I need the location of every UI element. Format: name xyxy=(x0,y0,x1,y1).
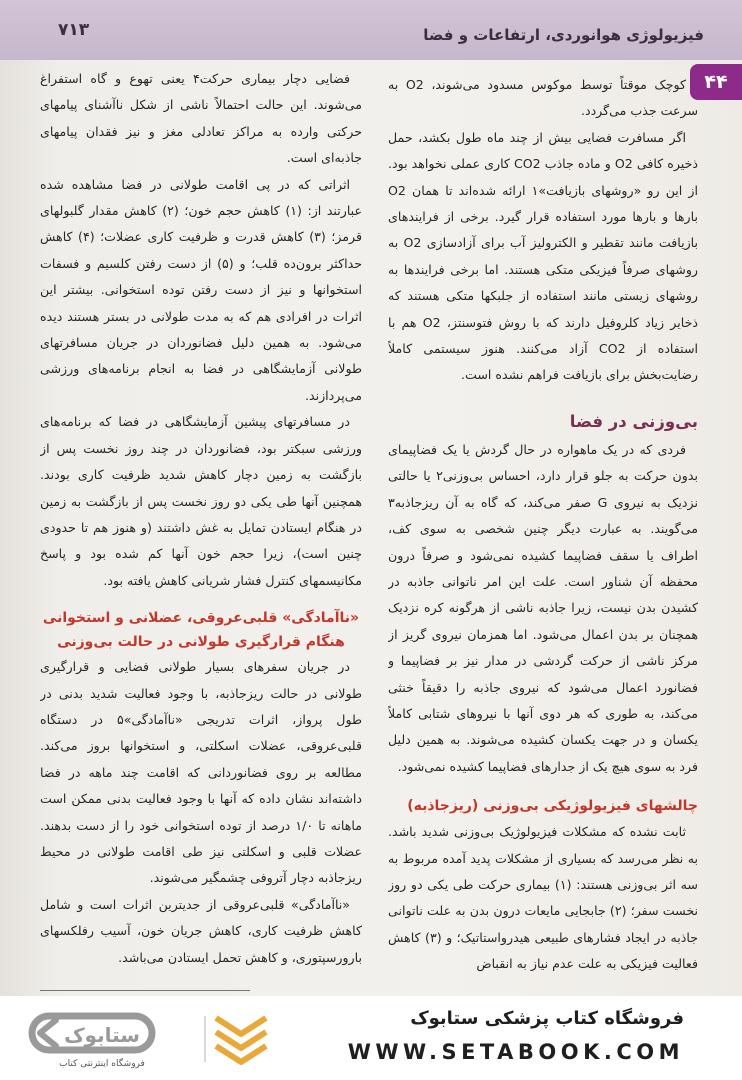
paragraph: در مسافرتهای پیشین آزمایشگاهی در فضا که برنامه‌های ورزشی سبکتر بود، فضانوردان در چند روز نخست پس از بازگشت به زمین دچار کاهش شدید ظرفیت کاری بودند. همچنین آنها طی یکی دو روز نخست پس از بازگشت به زمین در هنگام ایستادن تمایل به غش داشتند (و هنوز هم تا حدودی چنین است)، زیرا حجم خون آنها کم شده بود و پاسخ مکانیسمهای کنترل فشار شریانی کاهش یافته بود. xyxy=(40,414,362,588)
page-number: ۷۱۳ xyxy=(58,20,90,40)
footnote-divider xyxy=(40,990,250,991)
store-name: فروشگاه کتاب پزشکی ستابوک xyxy=(410,1008,684,1029)
right-column xyxy=(388,72,698,996)
divider xyxy=(204,1016,206,1062)
store-url[interactable]: WWW.SETABOOK.COM xyxy=(347,1040,684,1064)
logo-subtitle: فروشگاه اینترنتی کتاب xyxy=(59,1059,145,1069)
paragraph: فردی که در یک ماهواره در حال گردش یا یک فضاپیمای بدون حرکت به جلو قرار دارد، احساس بی‌وزنی۲ یا حالتی نزدیک به نیروی G صفر می‌کند، که گاه به آن ریزجاذبه۳ می‌گویند. به عبارت دیگر چنین شخصی به سوی کف، اطراف یا سقف فضاپیما کشیده نمی‌شود و صرفاً درون محفظه آن شناور است. علت این امر ناتوانی جاذبه در کشیدن بدن نیست، زیرا جاذبه ناشی از هرگونه کره نزدیک همچنان بر بدن اعمال می‌شود. اما همزمان نیروی گریز از مرکز ناشی از حرکت گردشی در مدار نیز بر فضاپیما و فضانورد اعمال می‌شود که نیروی جاذبه را دقیقاً خنثی می‌کند، به طوری که هر دوی آنها با نیروهای شتابی کاملاً یکسان و در جهت یکسان کشیده می‌شوند. به همین دلیل فرد به سوی هیچ یک از جدارهای فضاپیما کشیده نمی‌شود. xyxy=(388,441,698,774)
section-heading: بی‌وزنی در فضا xyxy=(569,411,698,431)
subsection-heading: «ناآمادگی» قلبی‌عروقی، عضلانی و استخوانی هنگام قرارگیری طولانی در حالت بی‌وزنی xyxy=(42,610,360,651)
store-banner xyxy=(0,996,742,1080)
page-header xyxy=(0,0,742,60)
logo-text: ستابوک xyxy=(64,1023,140,1047)
book-chevron-icon xyxy=(212,1012,270,1068)
paragraph: «ناآمادگی» قلبی‌عروقی از جدیترین اثرات است و شامل کاهش ظرفیت کاری، کاهش جریان خون، آسیب رفلکسهای بارورسپتوری، و کاهش تحمل ایستادن می‌باشد. xyxy=(40,896,362,965)
paragraph: در جریان سفرهای بسیار طولانی فضایی و قرارگیری طولانی در حالت ریزجاذبه، با وجود فعالیت شدید بدنی در طول پرواز، اثرات تدریجی «ناآمادگی»۵ در دستگاه قلبی‌عروقی، عضلات اسکلتی، و استخوانها بروز می‌کند. مطالعه بر روی فضانوردانی که اقامت چند ماهه در فضا داشته‌اند نشان داده که آنها با وجود فعالیت بدنی ممکن است ماهانه تا ۱/۰ درصد از توده استخوانی خود را از دست بدهند. عضلات قلبی و اسکلتی نیز طی اقامت طولانی در محیط ریزجاذبه دچار آتروفی چشمگیر می‌شوند. xyxy=(40,659,362,886)
chapter-title: فیزیولوژی هوانوردی، ارتفاعات و فضا xyxy=(423,26,704,44)
left-column xyxy=(40,66,362,978)
paragraph: اثراتی که در پی اقامت طولانی در فضا مشاهده شده عبارتند از: (۱) کاهش حجم خون؛ (۲) کاهش مقدار گلبولهای قرمز؛ (۳) کاهش قدرت و ظرفیت کاری عضلات؛ (۴) کاهش حداکثر برون‌ده قلب؛ و (۵) از دست رفتن کلسیم و فسفات استخوانها و نیز از دست رفتن توده استخوانی. بیشتر این اثرات در افرادی هم که به مدت طولانی در بستر هستند دیده می‌شود. به همین دلیل فضانوردان در جریان مسافرتهای طولانی آزمایشگاهی در فضا به انجام برنامه‌های ورزشی می‌پردازند. xyxy=(40,176,362,403)
paragraph: فضایی دچار بیماری حرکت۴ یعنی تهوع و گاه استفراغ می‌شوند. این حالت احتمالاً ناشی از شکل ناآشنای پیامهای حرکتی وارده به مراکز تعادلی مغز و نیز فقدان پیامهای جاذبه‌ای است. xyxy=(40,71,362,166)
paragraph: ثابت نشده که مشکلات فیزیولوژیک بی‌وزنی شدید باشد. به نظر می‌رسد که بسیاری از مشکلات پدید آمده مربوط به سه اثر بی‌وزنی هستند: (۱) بیماری حرکت طی یکی دو روز نخست سفر؛ (۲) جابجایی مایعات درون بدن به علت ناتوانی جاذبه در ایجاد فشارهای طبیعی هیدرواستاتیک؛ و (۳) کاهش فعالیت فیزیکی به علت عدم نیاز به انقباض xyxy=(388,824,698,972)
subsection-heading: چالشهای فیزیولوژیکی بی‌وزنی (ریزجاذبه) xyxy=(407,798,698,815)
paragraph: کوچک موقتاً توسط موکوس مسدود می‌شوند، O2 به سرعت جذب می‌گردد. xyxy=(388,77,698,119)
chapter-number-badge: ۴۴ xyxy=(690,64,742,100)
setabook-logo xyxy=(22,1008,202,1072)
paragraph: اگر مسافرت فضایی بیش از چند ماه طول بکشد، حمل ذخیره کافی O2 و ماده جاذب CO2 کاری عملی نخواهد بود. از این رو «روشهای بازیافت»۱ ارائه شده‌اند تا همان O2 بارها و بارها مورد استفاده قرار گیرد. برخی از فرایندهای بازیافت مانند تقطیر و الکترولیز آب برای آزادسازی O2 به روشهای صرفاً فیزیکی متکی هستند. اما برخی فرایندها به روشهای زیستی مانند استفاده از جلبکها متکی هستند که ذخایر زیاد کلروفیل دارند که با روش فتوسنتز، O2 هم با استفاده از CO2 آزاد می‌کنند. هنوز سیستمی کاملاً رضایت‌بخش برای بازیافت فراهم نشده است. xyxy=(388,129,698,383)
